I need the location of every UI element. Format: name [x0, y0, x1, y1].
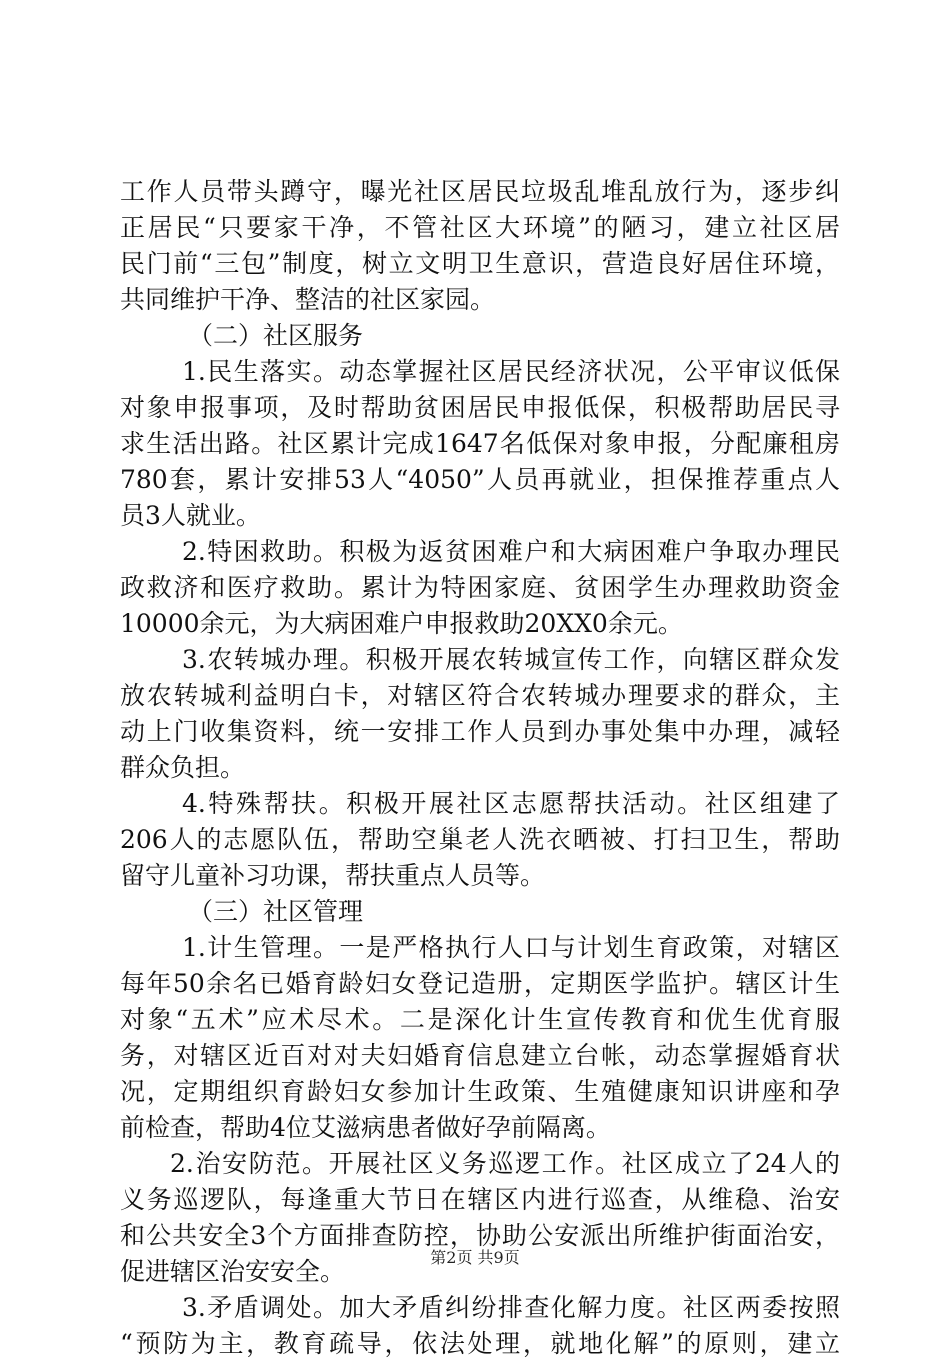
body-line: 和公共安全3个方面排查防控，协助公安派出所维护街面治安，	[120, 1221, 840, 1250]
body-line: 2.特困救助。积极为返贫困难户和大病困难户争取办理民	[182, 537, 840, 566]
body-line: 义务巡逻队，每逢重大节日在辖区内进行巡查，从维稳、治安	[120, 1185, 840, 1214]
body-line: 况，定期组织育龄妇女参加计生政策、生殖健康知识讲座和孕	[120, 1077, 840, 1106]
body-line: 每年50余名已婚育龄妇女登记造册，定期医学监护。辖区计生	[120, 969, 840, 998]
body-line: 780套，累计安排53人“4050”人员再就业，担保推荐重点人	[120, 465, 840, 494]
body-line: 3.矛盾调处。加大矛盾纠纷排查化解力度。社区两委按照	[182, 1293, 840, 1322]
page-number-footer: 第2页 共9页	[430, 1248, 520, 1267]
body-line: 工作人员带头蹲守，曝光社区居民垃圾乱堆乱放行为，逐步纠	[120, 177, 840, 206]
section-heading: （二）社区服务	[188, 321, 364, 350]
body-line: 民门前“三包”制度，树立文明卫生意识，营造良好居住环境，	[120, 249, 840, 278]
body-line: 10000余元，为大病困难户申报救助20XX0余元。	[120, 609, 683, 638]
body-line: 政救济和医疗救助。累计为特困家庭、贫困学生办理救助资金	[120, 573, 840, 602]
body-line: 3.农转城办理。积极开展农转城宣传工作，向辖区群众发	[182, 645, 840, 674]
body-line: 务，对辖区近百对对夫妇婚育信息建立台帐，动态掌握婚育状	[120, 1041, 840, 1070]
body-line: “预防为主，教育疏导，依法处理，就地化解”的原则，建立	[120, 1329, 840, 1358]
body-line: 206人的志愿队伍，帮助空巢老人洗衣晒被、打扫卫生，帮助	[120, 825, 840, 854]
section-heading: （三）社区管理	[188, 897, 364, 926]
body-line: 放农转城利益明白卡，对辖区符合农转城办理要求的群众，主	[120, 681, 840, 710]
body-line: 正居民“只要家干净，不管社区大环境”的陋习，建立社区居	[120, 213, 840, 242]
body-line: 1.民生落实。动态掌握社区居民经济状况，公平审议低保	[182, 357, 840, 386]
body-line: 员3人就业。	[120, 501, 261, 530]
document-body	[120, 174, 840, 1362]
body-line: 1.计生管理。一是严格执行人口与计划生育政策，对辖区	[182, 933, 840, 962]
body-line: 动上门收集资料，统一安排工作人员到办事处集中办理，减轻	[120, 717, 840, 746]
body-line: 4.特殊帮扶。积极开展社区志愿帮扶活动。社区组建了	[182, 789, 840, 818]
body-line: 共同维护干净、整洁的社区家园。	[120, 285, 496, 314]
body-line: 对象申报事项，及时帮助贫困居民申报低保，积极帮助居民寻	[120, 393, 840, 422]
body-line: 前检查，帮助4位艾滋病患者做好孕前隔离。	[120, 1113, 611, 1142]
body-line: 促进辖区治安安全。	[120, 1257, 346, 1286]
body-line: 求生活出路。社区累计完成1647名低保对象申报，分配廉租房	[120, 429, 840, 458]
body-line: 留守儿童补习功课，帮扶重点人员等。	[120, 861, 546, 890]
body-line: 2.治安防范。开展社区义务巡逻工作。社区成立了24人的	[170, 1149, 840, 1178]
body-line: 对象“五术”应术尽术。二是深化计生宣传教育和优生优育服	[120, 1005, 840, 1034]
body-line: 群众负担。	[120, 753, 246, 782]
